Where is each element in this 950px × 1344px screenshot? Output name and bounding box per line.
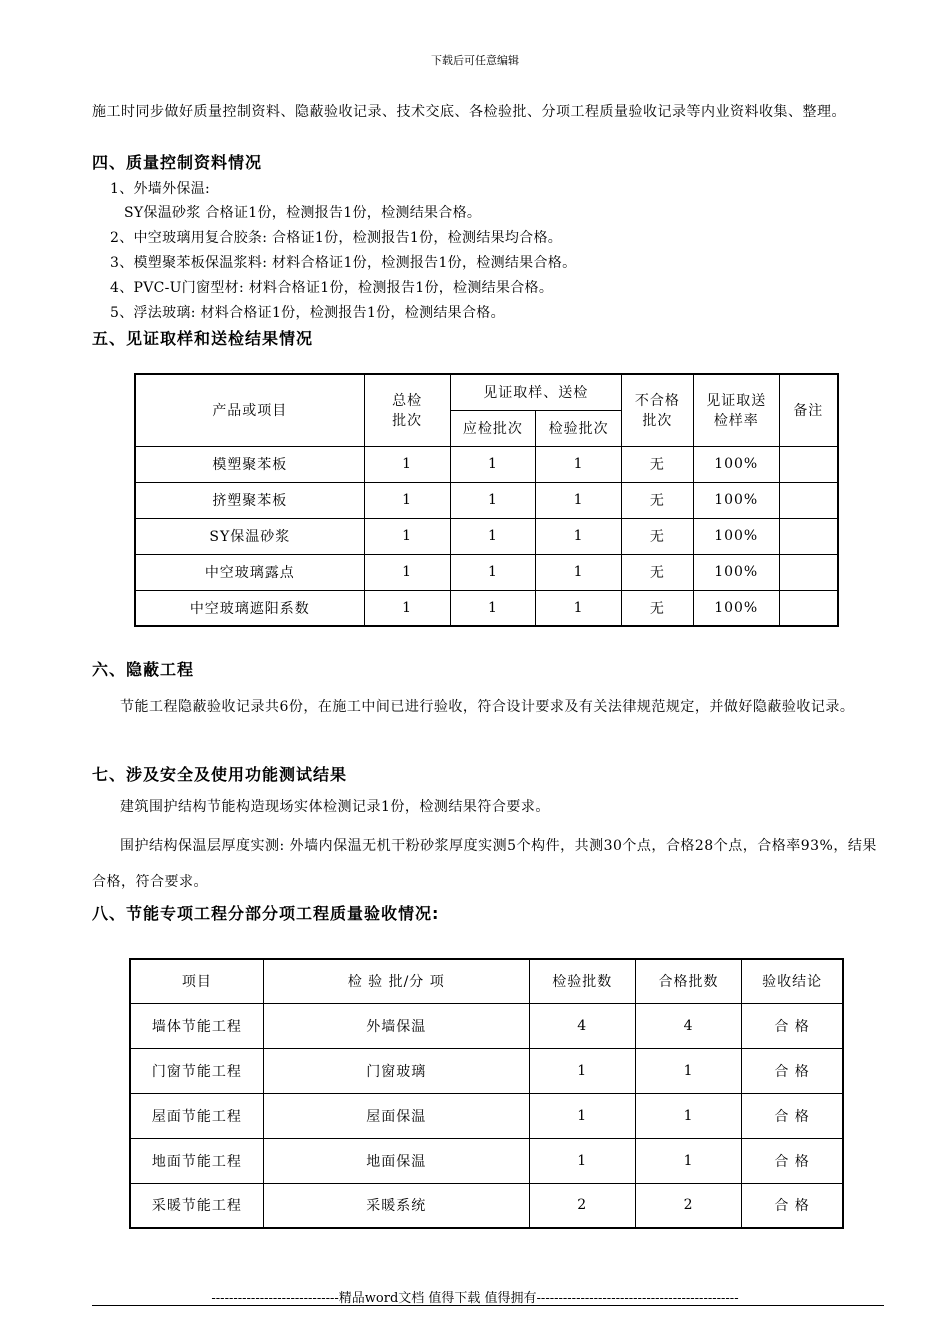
section4-item-3: 3、模塑聚苯板保温浆料: 材料合格证1份，检测报告1份，检测结果合格。 <box>110 255 577 271</box>
section4-item-1: 1、外墙外保温: <box>110 181 211 197</box>
cell-total: 1 <box>364 518 450 554</box>
cell-unqualified: 无 <box>621 518 693 554</box>
section4-item-2: 2、中空玻璃用复合胶条: 合格证1份，检测报告1份，检测结果均合格。 <box>110 230 563 246</box>
cell-should: 1 <box>450 518 536 554</box>
cell-lot-count: 1 <box>529 1093 635 1138</box>
header-unqualified: 不合格批次 <box>621 374 693 446</box>
header-product: 产品或项目 <box>135 374 364 446</box>
cell-qualified-count: 1 <box>635 1048 741 1093</box>
cell-conclusion: 合 格 <box>742 1138 843 1183</box>
cell-tested: 1 <box>536 590 622 626</box>
acceptance-table <box>129 958 844 1229</box>
cell-conclusion: 合 格 <box>742 1183 843 1228</box>
cell-qualified-count: 1 <box>635 1138 741 1183</box>
section6-paragraph: 节能工程隐蔽验收记录共6份，在施工中间已进行验收，符合设计要求及有关法律规范规定，并做好隐蔽验收记录。 <box>120 699 855 715</box>
cell-lot-count: 2 <box>529 1183 635 1228</box>
cell-qualified-count: 4 <box>635 1003 741 1048</box>
section4-item-1-detail: SY保温砂浆 合格证1份，检测报告1份，检测结果合格。 <box>124 205 482 221</box>
cell-remarks <box>779 554 838 590</box>
cell-project: 墙体节能工程 <box>130 1003 263 1048</box>
section7-paragraph2: 围护结构保温层厚度实测: 外墙内保温无机干粉砂浆厚度实测5个构件，共测30个点，合格28个点，合格率93%，结果合格，符合要求。 <box>92 838 877 890</box>
cell-lot-count: 1 <box>529 1048 635 1093</box>
cell-inspection-lot: 门窗玻璃 <box>263 1048 529 1093</box>
cell-inspection-lot: 屋面保温 <box>263 1093 529 1138</box>
header-should-test: 应检批次 <box>450 410 536 446</box>
header-conclusion: 验收结论 <box>742 959 843 1003</box>
cell-should: 1 <box>450 446 536 482</box>
table-row <box>130 1138 843 1183</box>
header-witness-group: 见证取样、送检 <box>450 374 621 410</box>
cell-remarks <box>779 446 838 482</box>
footer-rule <box>92 1305 884 1306</box>
cell-should: 1 <box>450 554 536 590</box>
cell-project: 采暖节能工程 <box>130 1183 263 1228</box>
cell-rate: 100% <box>693 482 779 518</box>
cell-tested: 1 <box>536 554 622 590</box>
table-row <box>135 446 838 482</box>
cell-inspection-lot: 外墙保温 <box>263 1003 529 1048</box>
cell-project: 地面节能工程 <box>130 1138 263 1183</box>
header-tested: 检验批次 <box>536 410 622 446</box>
cell-qualified-count: 1 <box>635 1093 741 1138</box>
cell-conclusion: 合 格 <box>742 1093 843 1138</box>
table-row <box>130 1183 843 1228</box>
cell-qualified-count: 2 <box>635 1183 741 1228</box>
section7-title: 七、涉及安全及使用功能测试结果 <box>92 765 348 784</box>
cell-tested: 1 <box>536 446 622 482</box>
section4-item-4: 4、PVC-U门窗型材: 材料合格证1份，检测报告1份，检测结果合格。 <box>110 280 554 296</box>
cell-conclusion: 合 格 <box>742 1003 843 1048</box>
table-row <box>135 482 838 518</box>
cell-total: 1 <box>364 482 450 518</box>
table-row <box>130 1093 843 1138</box>
cell-product: 中空玻璃遮阳系数 <box>135 590 364 626</box>
cell-product: 模塑聚苯板 <box>135 446 364 482</box>
cell-unqualified: 无 <box>621 446 693 482</box>
cell-total: 1 <box>364 446 450 482</box>
cell-product: SY保温砂浆 <box>135 518 364 554</box>
cell-unqualified: 无 <box>621 590 693 626</box>
cell-product: 挤塑聚苯板 <box>135 482 364 518</box>
section4-title: 四、质量控制资料情况 <box>92 153 263 172</box>
cell-remarks <box>779 482 838 518</box>
cell-tested: 1 <box>536 518 622 554</box>
cell-unqualified: 无 <box>621 482 693 518</box>
cell-total: 1 <box>364 590 450 626</box>
cell-should: 1 <box>450 590 536 626</box>
header-project: 项目 <box>130 959 263 1003</box>
cell-unqualified: 无 <box>621 554 693 590</box>
header-inspection-lot: 检 验 批/分 项 <box>263 959 529 1003</box>
section6-title: 六、隐蔽工程 <box>92 660 195 679</box>
table-row <box>130 1048 843 1093</box>
table-row <box>135 590 838 626</box>
cell-project: 屋面节能工程 <box>130 1093 263 1138</box>
section5-title: 五、见证取样和送检结果情况 <box>92 329 314 348</box>
cell-total: 1 <box>364 554 450 590</box>
section4-item-5: 5、浮法玻璃: 材料合格证1份，检测报告1份，检测结果合格。 <box>110 305 505 321</box>
table-row <box>135 518 838 554</box>
section8-title: 八、节能专项工程分部分项工程质量验收情况: <box>92 904 440 923</box>
footer-text: -----------------------------精品word文档 值得下载 值得拥有---------------------------------------------- <box>211 1291 739 1306</box>
witness-sampling-table <box>134 373 839 627</box>
cell-lot-count: 4 <box>529 1003 635 1048</box>
section7-paragraph1: 建筑围护结构节能构造现场实体检测记录1份，检测结果符合要求。 <box>120 799 550 815</box>
cell-inspection-lot: 地面保温 <box>263 1138 529 1183</box>
header-remarks: 备注 <box>779 374 838 446</box>
cell-remarks <box>779 590 838 626</box>
cell-rate: 100% <box>693 518 779 554</box>
cell-product: 中空玻璃露点 <box>135 554 364 590</box>
header-qualified-count: 合格批数 <box>635 959 741 1003</box>
cell-rate: 100% <box>693 446 779 482</box>
header-note: 下载后可任意编辑 <box>431 54 519 67</box>
cell-lot-count: 1 <box>529 1138 635 1183</box>
cell-should: 1 <box>450 482 536 518</box>
header-witness-rate: 见证取送检样率 <box>693 374 779 446</box>
cell-rate: 100% <box>693 590 779 626</box>
cell-rate: 100% <box>693 554 779 590</box>
intro-paragraph: 施工时同步做好质量控制资料、隐蔽验收记录、技术交底、各检验批、分项工程质量验收记录等内业资料收集、整理。 <box>92 104 846 120</box>
cell-inspection-lot: 采暖系统 <box>263 1183 529 1228</box>
cell-tested: 1 <box>536 482 622 518</box>
header-total-batches: 总检批次 <box>364 374 450 446</box>
cell-project: 门窗节能工程 <box>130 1048 263 1093</box>
header-lot-count: 检验批数 <box>529 959 635 1003</box>
cell-conclusion: 合 格 <box>742 1048 843 1093</box>
cell-remarks <box>779 518 838 554</box>
table-row <box>135 554 838 590</box>
table-row <box>130 1003 843 1048</box>
